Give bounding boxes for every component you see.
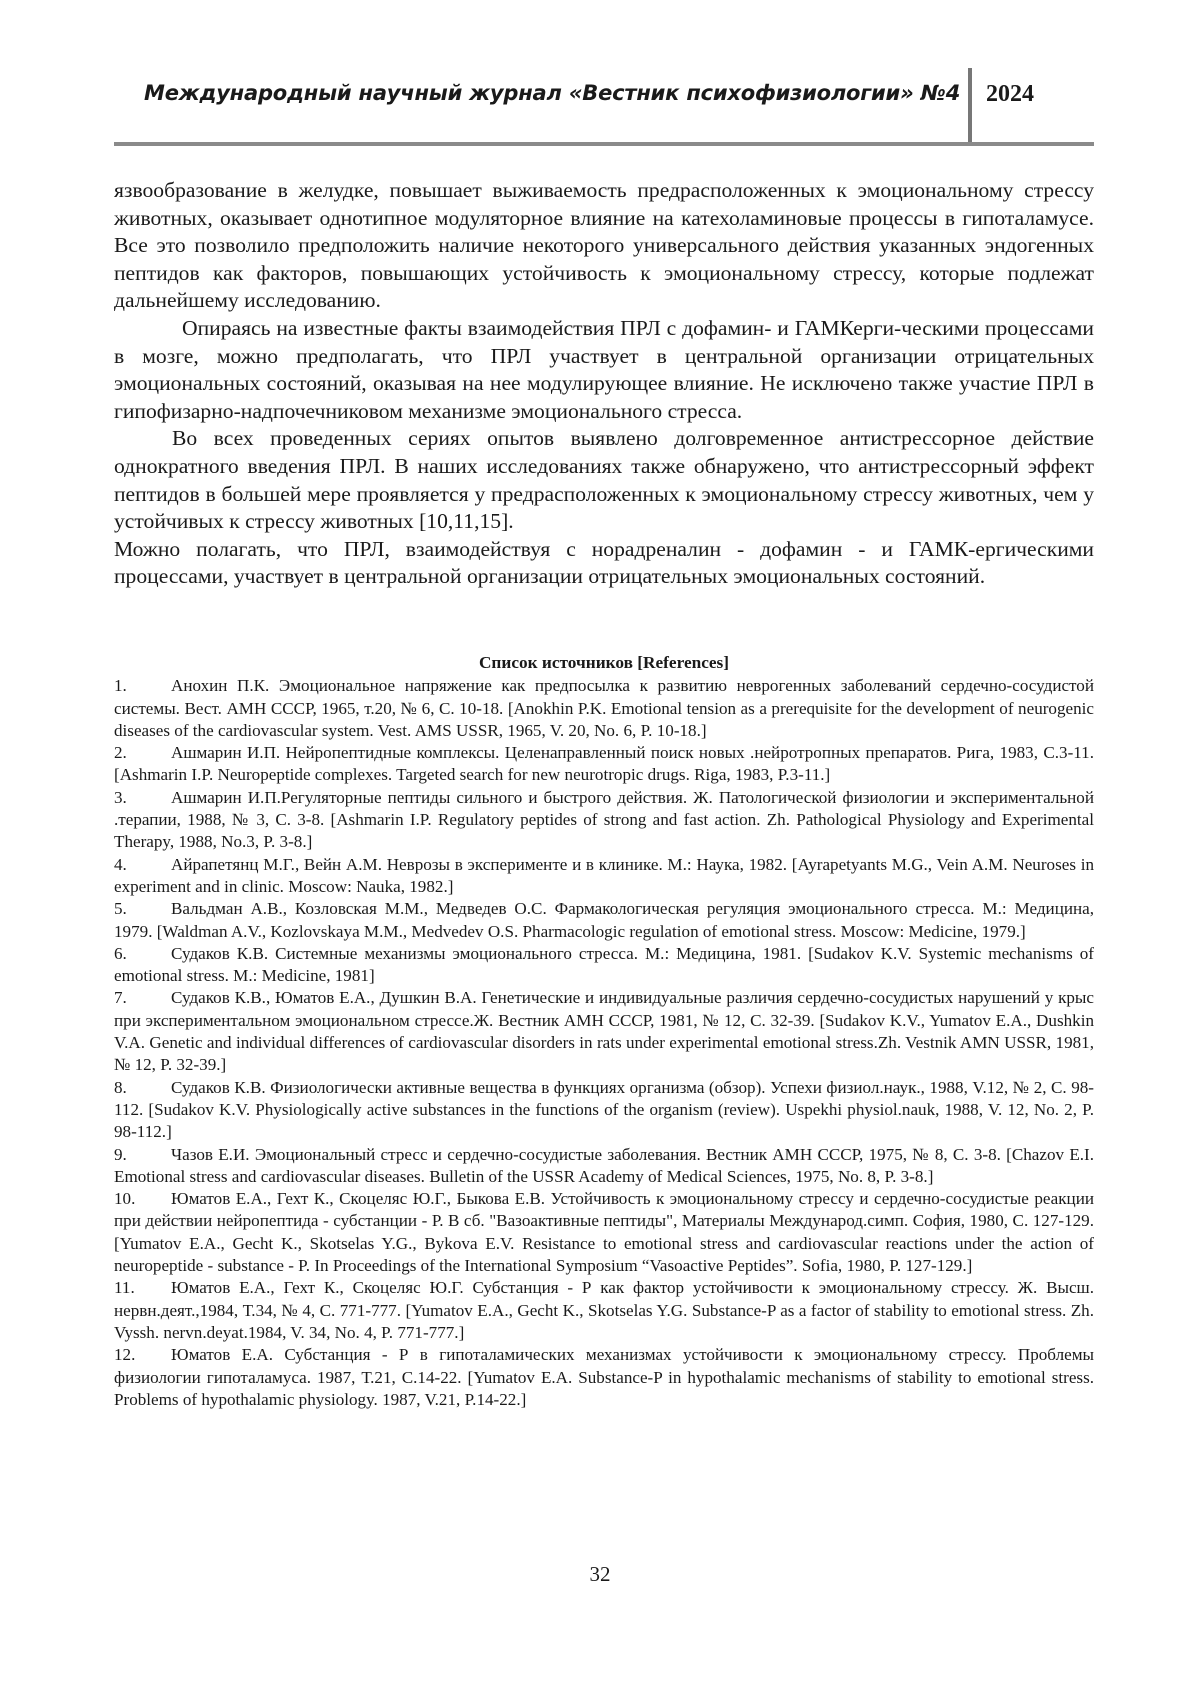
reference-number: 5.	[114, 899, 127, 919]
journal-year: 2024	[986, 81, 1034, 107]
body-text	[114, 177, 1094, 591]
reference-text: Айрапетянц М.Г., Вейн А.М. Неврозы в эксперименте и в клинике. М.: Наука, 1982. [Ayrapetyants M.G., Vein A.M. Neuroses in experiment and in clinic. Moscow: Nauka, 1982.]	[114, 854, 1094, 896]
paragraph: Можно полагать, что ПРЛ, взаимодействуя с норадреналин - дофамин - и ГАМК-ергическими процессами, участвует в центральной организации отрицательных эмоциональных состояний.	[114, 536, 1094, 589]
reference-text: Чазов Е.И. Эмоциональный стресс и сердечно-сосудистые заболевания. Вестник АМН СССР, 1975, № 8, С. 3-8. [Chazov E.I. Emotional stress and cardiovascular diseases. Bulletin of the USSR Academy of Medical Sciences, 1975, No. 8, P. 3-8.]	[114, 1144, 1094, 1186]
reference-text: Юматов Е.А., Гехт К., Скоцеляс Ю.Г., Быкова Е.В. Устойчивость к эмоциональному стрессу и сердечно-сосудистые реакции при действии нейропептида - субстанции - Р. В сб. "Вазоактивные пептиды", Материалы Международ.симп. София, 1980, С. 127-129. [Yumatov E.A., Gecht K., Skotselas Y.G., Bykova E.V. Resistance to emotional stress and cardiovascular reactions under the action of neuropeptide - substance - P. In Proceedings of the International Symposium “Vasoactive Peptides”. Sofia, 1980, P. 127-129.]	[114, 1189, 1094, 1276]
reference-text: Ашмарин И.П. Нейропептидные комплексы. Целенаправленный поиск новых .нейротропных препаратов. Рига, 1983, С.3-11. [Ashmarin I.P. Neuropeptide complexes. Targeted search for new neurotropic drugs. Riga, 1983, P.3-11.]	[114, 743, 1094, 785]
paragraph: язвообразование в желудке, повышает выживаемость предрасположенных к эмоциональному стрессу животных, оказывает однотипное модуляторное влияние на катехоламиновые процессы в гипоталамусе. Все это позволило предположить наличие некоторого универсального действия указанных эндогенных пептидов как факторов, повышающих устойчивость к эмоциональному стрессу, которые подлежат дальнейшему исследованию.	[114, 178, 1094, 313]
header-vertical-divider	[968, 68, 972, 144]
paragraph: Опираясь на известные факты взаимодействия ПРЛ с дофамин- и ГАМКерги-ческими процессами в мозге, можно предполагать, что ПРЛ участвует в центральной организации отрицательных эмоциональных состояний, оказывая на нее модулирующее влияние. Не исключено также участие ПРЛ в гипофизарно-надпочечниковом механизме эмоционального стресса.	[114, 315, 1094, 423]
reference-item	[114, 987, 1094, 1076]
reference-item	[114, 1077, 1094, 1144]
reference-item	[114, 1144, 1094, 1189]
references-section	[114, 652, 1094, 1411]
reference-item	[114, 675, 1094, 742]
journal-title: Международный научный журнал «Вестник психофизиологии» №4	[144, 81, 961, 105]
reference-text: Судаков К.В., Юматов Е.А., Душкин В.А. Генетические и индивидуальные различия сердечно-сосудистых нарушений у крыс при экспериментальном эмоциональном стрессе.Ж. Вестник АМН СССР, 1981, № 12, С. 32-39. [Sudakov K.V., Yumatov E.A., Dushkin V.A. Genetic and individual differences of cardiovascular disorders in rats under experimental emotional stress.Zh. Vestnik AMN USSR, 1981, № 12, P. 32-39.]	[114, 988, 1094, 1075]
reference-number: 12.	[114, 1345, 136, 1365]
reference-number: 7.	[114, 988, 127, 1008]
reference-number: 9.	[114, 1144, 127, 1164]
reference-item	[114, 787, 1094, 854]
reference-item	[114, 898, 1094, 943]
reference-number: 1.	[114, 676, 127, 696]
reference-number: 4.	[114, 854, 127, 874]
reference-number: 8.	[114, 1077, 127, 1097]
reference-number: 6.	[114, 943, 127, 963]
reference-item	[114, 1188, 1094, 1277]
reference-item	[114, 854, 1094, 899]
reference-text: Судаков К.В. Физиологически активные вещества в функциях организма (обзор). Успехи физиол.наук., 1988, V.12, № 2, С. 98-112. [Sudakov K.V. Physiologically active substances in the functions of the organism (review). Uspekhi physiol.nauk, 1988, V. 12, No. 2, P. 98-112.]	[114, 1077, 1094, 1142]
reference-item	[114, 943, 1094, 988]
reference-text: Ашмарин И.П.Регуляторные пептиды сильного и быстрого действия. Ж. Патологической физиологии и экспериментальной .терапии, 1988, № 3, С. 3-8. [Ashmarin I.P. Regulatory peptides of strong and fast action. Zh. Pathological Physiology and Experimental Therapy, 1988, No.3, P. 3-8.]	[114, 787, 1094, 852]
reference-number: 10.	[114, 1189, 136, 1209]
reference-number: 2.	[114, 743, 127, 763]
paragraph: Во всех проведенных сериях опытов выявлено долговременное антистрессорное действие однократного введения ПРЛ. В наших исследованиях также обнаружено, что антистрессорный эффект пептидов в большей мере проявляется у предрасположенных к эмоциональному стрессу животных, чем у устойчивых к стрессу животных [10,11,15].	[114, 426, 1094, 534]
reference-text: Анохин П.К. Эмоциональное напряжение как предпосылка к развитию неврогенных заболеваний сердечно-сосудистой системы. Вест. АМН СССР, 1965, т.20, № 6, С. 10-18. [Anokhin P.K. Emotional tension as a prerequisite for the development of neurogenic diseases of the cardiovascular system. Vest. AMS USSR, 1965, V. 20, No. 6, P. 10-18.]	[114, 676, 1094, 740]
reference-text: Юматов Е.А. Субстанция - Р в гипоталамических механизмах устойчивости к эмоциональному стрессу. Проблемы физиологии гипоталамуса. 1987, Т.21, С.14-22. [Yumatov E.A. Substance-P in hypothalamic mechanisms of stability to emotional stress. Problems of hypothalamic physiology. 1987, V.21, P.14-22.]	[114, 1345, 1094, 1409]
page-number: 32	[589, 1562, 611, 1586]
reference-item	[114, 1277, 1094, 1344]
reference-number: 11.	[114, 1278, 135, 1298]
reference-text: Вальдман А.В., Козловская М.М., Медведев О.С. Фармакологическая регуляция эмоционального стресса. М.: Медицина, 1979. [Waldman A.V., Kozlovskaya M.M., Medvedev O.S. Pharmacologic regulation of emotional stress. Moscow: Medicine, 1979.]	[114, 899, 1094, 941]
reference-item	[114, 1344, 1094, 1411]
page-header	[114, 68, 1094, 146]
reference-number: 3.	[114, 787, 127, 807]
header-horizontal-rule	[114, 142, 1094, 146]
reference-text: Юматов Е.А., Гехт К., Скоцеляс Ю.Г. Субстанция - Р как фактор устойчивости к эмоциональному стрессу. Ж. Высш. нервн.деят.,1984, Т.34, № 4, С. 771-777. [Yumatov E.A., Gecht K., Skotselas Y.G. Substance-P as a factor of stability to emotional stress. Zh. Vyssh. nervn.deyat.1984, V. 34, No. 4, P. 771-777.]	[114, 1278, 1094, 1342]
reference-item	[114, 742, 1094, 787]
reference-text: Судаков К.В. Системные механизмы эмоционального стресса. М.: Медицина, 1981. [Sudakov K.V. Systemic mechanisms of emotional stress. M.: Medicine, 1981]	[114, 943, 1094, 986]
references-title: Список источников [References]	[478, 653, 730, 672]
